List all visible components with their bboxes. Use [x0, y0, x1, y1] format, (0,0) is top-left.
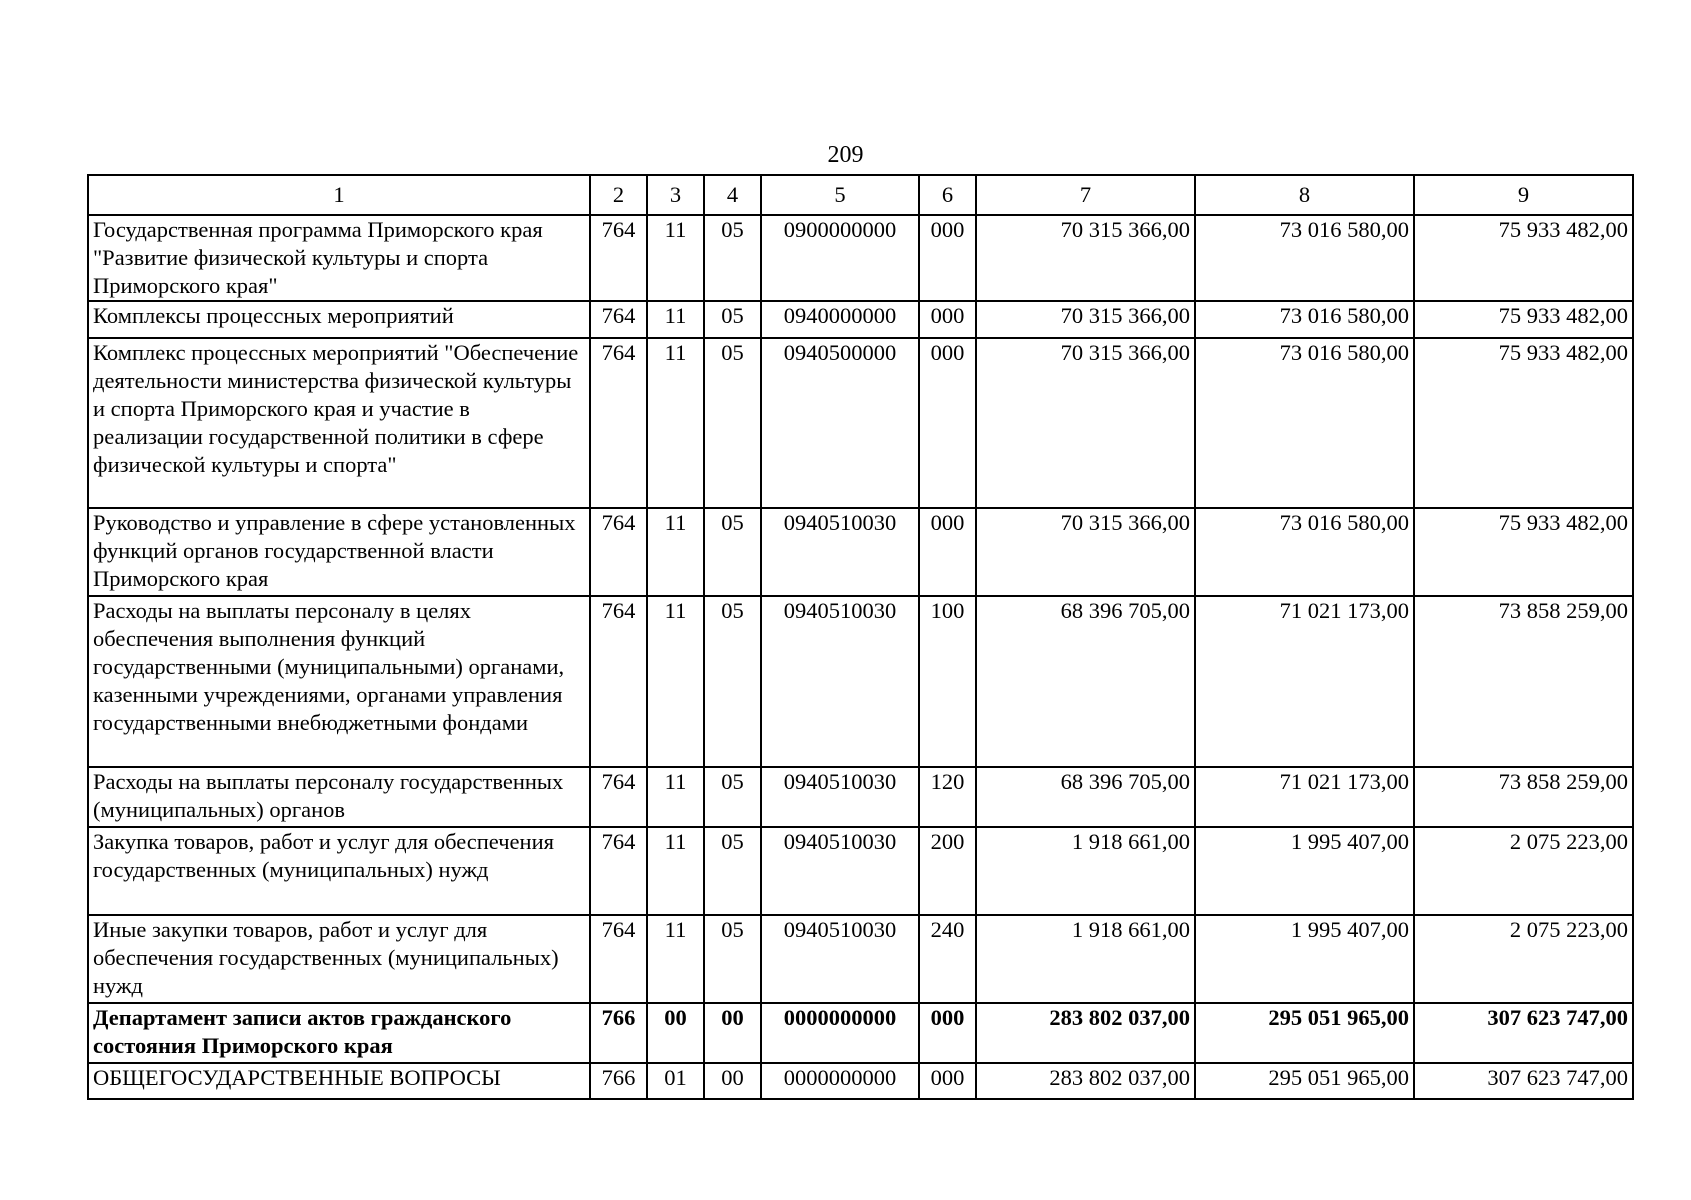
- code-cell: 05: [704, 915, 761, 1003]
- code-cell: 764: [590, 215, 647, 301]
- amount-cell: 68 396 705,00: [976, 767, 1195, 827]
- code-cell: 11: [647, 915, 704, 1003]
- table-row: [88, 338, 1633, 508]
- code-cell: 764: [590, 596, 647, 767]
- table-row: [88, 827, 1633, 915]
- amount-cell: 2 075 223,00: [1414, 827, 1633, 915]
- amount-cell: 1 995 407,00: [1195, 915, 1414, 1003]
- amount-cell: 75 933 482,00: [1414, 301, 1633, 338]
- row-name: Комплекс процессных мероприятий "Обеспечение деятельности министерства физической культуры и спорта Приморского края и участие в реализации государственной политики в сфере физической культуры и спорта": [88, 338, 590, 508]
- amount-cell: 1 918 661,00: [976, 827, 1195, 915]
- column-header: 1: [88, 175, 590, 215]
- code-cell: 766: [590, 1003, 647, 1063]
- code-cell: 000: [919, 215, 976, 301]
- row-name: ОБЩЕГОСУДАРСТВЕННЫЕ ВОПРОСЫ: [88, 1063, 590, 1099]
- code-cell: 00: [704, 1003, 761, 1063]
- amount-cell: 295 051 965,00: [1195, 1003, 1414, 1063]
- code-cell: 00: [704, 1063, 761, 1099]
- code-cell: 764: [590, 915, 647, 1003]
- amount-cell: 73 858 259,00: [1414, 596, 1633, 767]
- row-name: Закупка товаров, работ и услуг для обеспечения государственных (муниципальных) нужд: [88, 827, 590, 915]
- budget-table: [87, 174, 1634, 1100]
- amount-cell: 75 933 482,00: [1414, 508, 1633, 596]
- code-cell: 05: [704, 767, 761, 827]
- amount-cell: 70 315 366,00: [976, 215, 1195, 301]
- row-name: Расходы на выплаты персоналу в целях обеспечения выполнения функций государственными (муниципальными) органами, казенными учреждениями, органами управления государственными внебюджетными фондами: [88, 596, 590, 767]
- code-cell: 0940510030: [761, 596, 919, 767]
- code-cell: 0940000000: [761, 301, 919, 338]
- code-cell: 05: [704, 508, 761, 596]
- table-row: [88, 1003, 1633, 1063]
- code-cell: 00: [647, 1003, 704, 1063]
- code-cell: 000: [919, 1063, 976, 1099]
- amount-cell: 75 933 482,00: [1414, 338, 1633, 508]
- row-name: Руководство и управление в сфере установленных функций органов государственной власти Приморского края: [88, 508, 590, 596]
- column-header: 8: [1195, 175, 1414, 215]
- table-row: [88, 767, 1633, 827]
- amount-cell: 73 016 580,00: [1195, 301, 1414, 338]
- code-cell: 05: [704, 596, 761, 767]
- code-cell: 0940500000: [761, 338, 919, 508]
- code-cell: 11: [647, 767, 704, 827]
- amount-cell: 71 021 173,00: [1195, 596, 1414, 767]
- amount-cell: 295 051 965,00: [1195, 1063, 1414, 1099]
- code-cell: 000: [919, 301, 976, 338]
- code-cell: 240: [919, 915, 976, 1003]
- code-cell: 764: [590, 767, 647, 827]
- amount-cell: 73 858 259,00: [1414, 767, 1633, 827]
- code-cell: 11: [647, 338, 704, 508]
- row-name: Департамент записи актов гражданского состояния Приморского края: [88, 1003, 590, 1063]
- amount-cell: 70 315 366,00: [976, 301, 1195, 338]
- code-cell: 0940510030: [761, 915, 919, 1003]
- table-row: [88, 508, 1633, 596]
- amount-cell: 283 802 037,00: [976, 1003, 1195, 1063]
- code-cell: 100: [919, 596, 976, 767]
- row-name: Иные закупки товаров, работ и услуг для обеспечения государственных (муниципальных) нужд: [88, 915, 590, 1003]
- amount-cell: 1 918 661,00: [976, 915, 1195, 1003]
- column-header: 2: [590, 175, 647, 215]
- table-row: [88, 596, 1633, 767]
- code-cell: 200: [919, 827, 976, 915]
- code-cell: 0900000000: [761, 215, 919, 301]
- code-cell: 05: [704, 827, 761, 915]
- row-name: Расходы на выплаты персоналу государственных (муниципальных) органов: [88, 767, 590, 827]
- code-cell: 000: [919, 338, 976, 508]
- amount-cell: 70 315 366,00: [976, 508, 1195, 596]
- amount-cell: 75 933 482,00: [1414, 215, 1633, 301]
- code-cell: 05: [704, 338, 761, 508]
- table-row: [88, 215, 1633, 301]
- code-cell: 764: [590, 827, 647, 915]
- column-header: 4: [704, 175, 761, 215]
- amount-cell: 70 315 366,00: [976, 338, 1195, 508]
- column-header: 7: [976, 175, 1195, 215]
- amount-cell: 2 075 223,00: [1414, 915, 1633, 1003]
- page-number: 209: [827, 142, 864, 168]
- code-cell: 000: [919, 508, 976, 596]
- column-header: 9: [1414, 175, 1633, 215]
- code-cell: 0940510030: [761, 767, 919, 827]
- row-name: Комплексы процессных мероприятий: [88, 301, 590, 338]
- row-name: Государственная программа Приморского края "Развитие физической культуры и спорта Приморского края": [88, 215, 590, 301]
- code-cell: 11: [647, 215, 704, 301]
- code-cell: 0000000000: [761, 1003, 919, 1063]
- code-cell: 764: [590, 301, 647, 338]
- code-cell: 01: [647, 1063, 704, 1099]
- column-number-row: [88, 175, 1633, 215]
- amount-cell: 73 016 580,00: [1195, 215, 1414, 301]
- code-cell: 11: [647, 301, 704, 338]
- column-header: 6: [919, 175, 976, 215]
- code-cell: 11: [647, 827, 704, 915]
- amount-cell: 68 396 705,00: [976, 596, 1195, 767]
- code-cell: 05: [704, 215, 761, 301]
- code-cell: 05: [704, 301, 761, 338]
- column-header: 3: [647, 175, 704, 215]
- code-cell: 766: [590, 1063, 647, 1099]
- amount-cell: 73 016 580,00: [1195, 338, 1414, 508]
- code-cell: 11: [647, 508, 704, 596]
- amount-cell: 71 021 173,00: [1195, 767, 1414, 827]
- code-cell: 0940510030: [761, 827, 919, 915]
- table-row: [88, 915, 1633, 1003]
- code-cell: 764: [590, 508, 647, 596]
- code-cell: 0000000000: [761, 1063, 919, 1099]
- code-cell: 0940510030: [761, 508, 919, 596]
- table-row: [88, 301, 1633, 338]
- amount-cell: 307 623 747,00: [1414, 1003, 1633, 1063]
- amount-cell: 1 995 407,00: [1195, 827, 1414, 915]
- code-cell: 000: [919, 1003, 976, 1063]
- amount-cell: 73 016 580,00: [1195, 508, 1414, 596]
- amount-cell: 283 802 037,00: [976, 1063, 1195, 1099]
- amount-cell: 307 623 747,00: [1414, 1063, 1633, 1099]
- code-cell: 11: [647, 596, 704, 767]
- code-cell: 764: [590, 338, 647, 508]
- column-header: 5: [761, 175, 919, 215]
- code-cell: 120: [919, 767, 976, 827]
- table-row: [88, 1063, 1633, 1099]
